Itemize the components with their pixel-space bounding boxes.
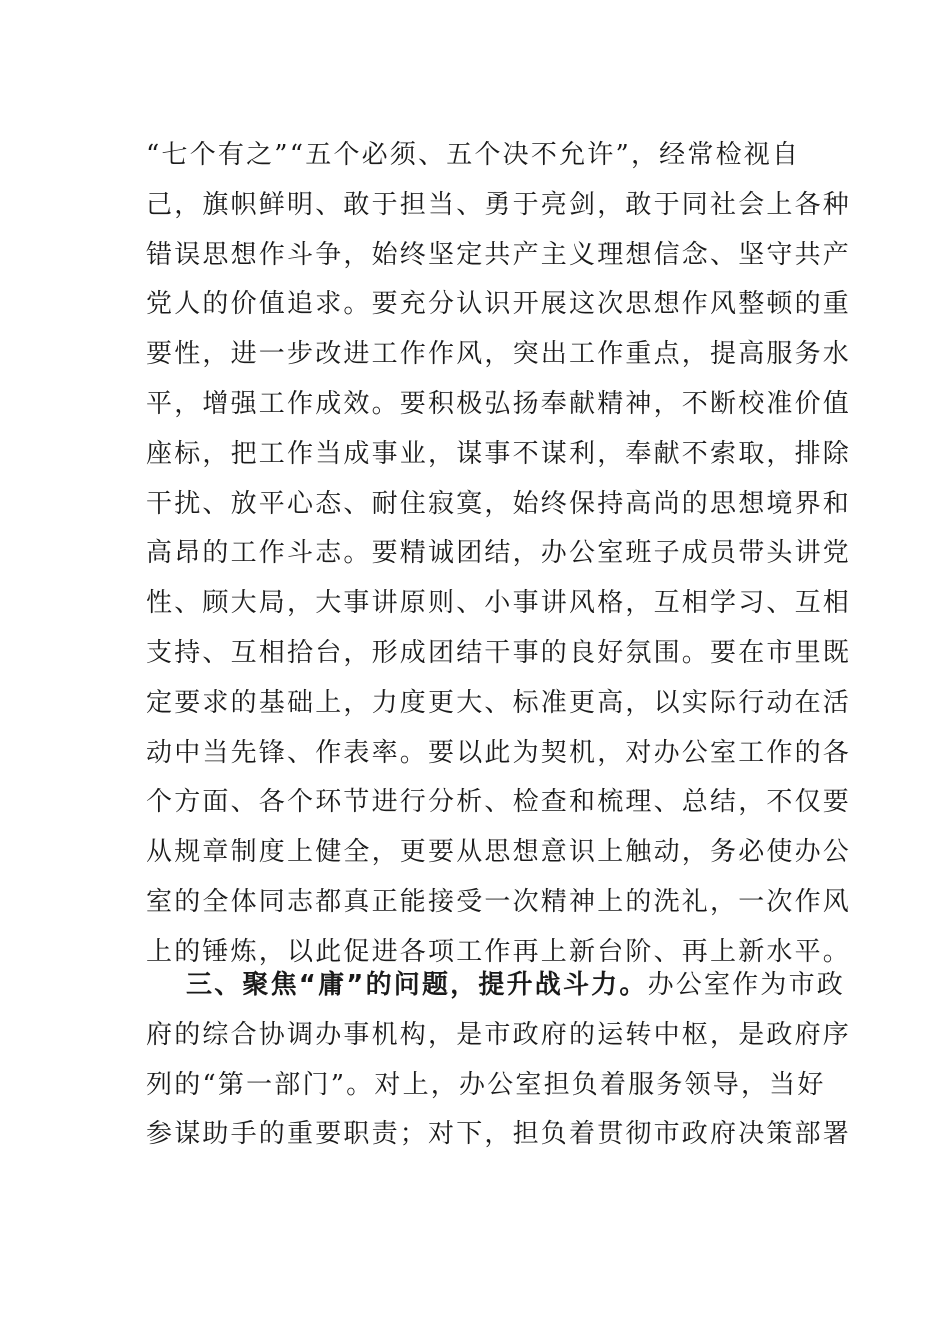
text-line: 支持、互相拾台，形成团结干事的良好氛围。要在市里既: [146, 637, 852, 668]
paragraph-1: [146, 131, 852, 978]
text-line: “七个有之”“五个必须、五个决不允许”，经常检视自: [146, 140, 801, 170]
paragraph-2: [146, 961, 852, 1160]
text-line: 列的“第一部门”。对上，办公室担负着服务领导，当好: [146, 1069, 826, 1100]
section-heading: 三、聚焦“庸”的问题，提升战斗力。: [186, 970, 648, 1000]
text-line: 党人的价值追求。要充分认识开展这次思想作风整顿的重: [146, 289, 852, 320]
text-line: 府的综合协调办事机构，是市政府的运转中枢，是政府序: [146, 1019, 852, 1050]
text-line: 平，增强工作成效。要积极弘扬奉献精神，不断校准价值: [146, 388, 852, 419]
text-line: 己，旗帜鲜明、敢于担当、勇于亮剑，敢于同社会上各种: [146, 189, 852, 220]
text-line: 参谋助手的重要职责；对下，担负着贯彻市政府决策部署: [146, 1119, 852, 1150]
text-line: 高昂的工作斗志。要精诚团结，办公室班子成员带头讲党: [146, 538, 852, 569]
heading-line-rest: 办公室作为市政: [647, 970, 845, 1000]
text-line: 座标，把工作当成事业，谋事不谋利，奉献不索取，排除: [146, 438, 852, 469]
text-line: 要性，进一步改进工作作风，突出工作重点，提高服务水: [146, 339, 852, 370]
text-line: 室的全体同志都真正能接受一次精神上的洗礼，一次作风: [146, 886, 852, 917]
text-line: 个方面、各个环节进行分析、检查和梳理、总结，不仅要: [146, 787, 852, 818]
text-line: 定要求的基础上，力度更大、标准更高，以实际行动在活: [146, 687, 852, 718]
text-line: 错误思想作斗争，始终坚定共产主义理想信念、坚守共产: [146, 239, 852, 270]
text-line-with-heading: [146, 961, 845, 1011]
text-line: 上的锤炼，以此促进各项工作再上新台阶、再上新水平。: [146, 936, 852, 967]
text-line: 动中当先锋、作表率。要以此为契机，对办公室工作的各: [146, 737, 852, 768]
text-line: 干扰、放平心态、耐住寂寞，始终保持高尚的思想境界和: [146, 488, 852, 519]
text-line: 从规章制度上健全，更要从思想意识上触动，务必使办公: [146, 837, 852, 868]
text-line: 性、顾大局，大事讲原则、小事讲风格，互相学习、互相: [146, 588, 852, 619]
